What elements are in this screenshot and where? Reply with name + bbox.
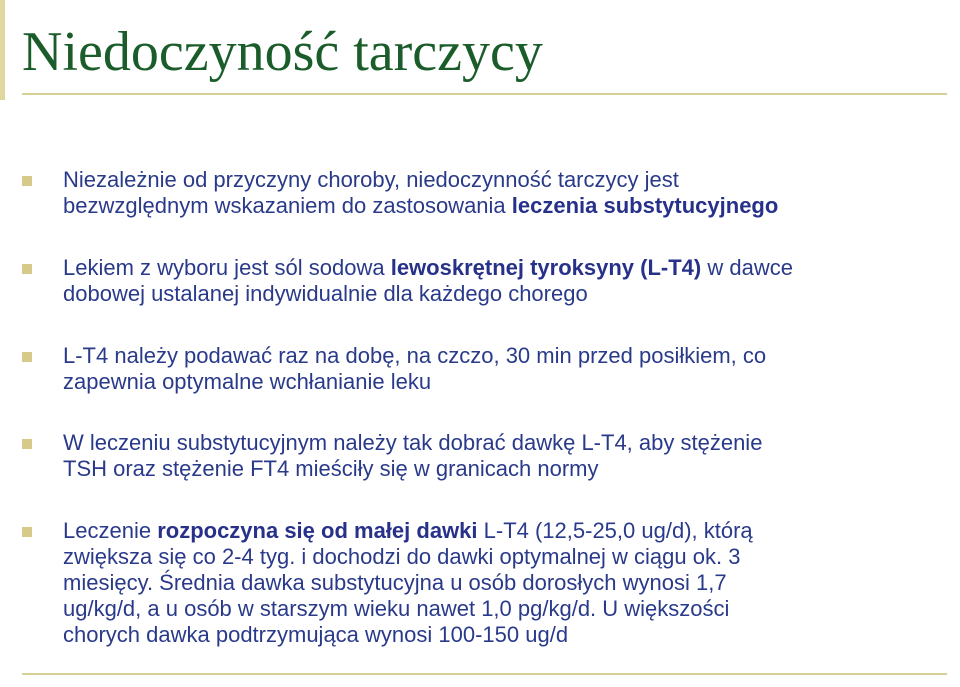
emphasis: rozpoczyna się od małej dawki [157, 518, 478, 543]
bullet-item-2: Lekiem z wyboru jest sól sodowa lewoskrętnej tyroksyny (L-T4) w dawce dobowej ustalanej indywidualnie dla każdego chorego [63, 255, 793, 306]
bullet-marker-icon [22, 439, 32, 449]
emphasis: leczenia substytucyjnego [511, 193, 779, 218]
bottom-rule [22, 673, 947, 675]
title-underline [22, 93, 947, 95]
bullet-item-4: W leczeniu substytucyjnym należy tak dobrać dawkę L-T4, aby stężenie TSH oraz stężenie FT4 mieściły się w granicach normy [63, 430, 763, 481]
bullet-item-3: L-T4 należy podawać raz na dobę, na czczo, 30 min przed posiłkiem, co zapewnia optymalne wchłanianie leku [63, 343, 767, 394]
bullet-marker-icon [22, 527, 32, 537]
emphasis: lewoskrętnej tyroksyny (L-T4) [390, 255, 702, 280]
bullet-marker-icon [22, 176, 32, 186]
slide-title: Niedoczyność tarczycy [22, 21, 543, 83]
bullet-item-5: Leczenie rozpoczyna się od małej dawki L-T4 (12,5-25,0 ug/d), którą zwiększa się co 2-4 tyg. i dochodzi do dawki optymalnej w ciągu ok. 3 miesięcy. Średnia dawka substytucyjna u osób dorosłych wynosi 1,7 ug/kg/d, a u osób w starszym wieku nawet 1,0 pg/kg/d. U większości chorych dawka podtrzymująca wynosi 100-150 ug/d [63, 518, 753, 647]
bullet-marker-icon [22, 264, 32, 274]
left-accent-bar [0, 0, 5, 100]
bullet-item-1: Niezależnie od przyczyny choroby, niedoczynność tarczycy jest bezwzględnym wskazaniem do zastosowania leczenia substytucyjnego [63, 167, 779, 218]
bullet-marker-icon [22, 352, 32, 362]
